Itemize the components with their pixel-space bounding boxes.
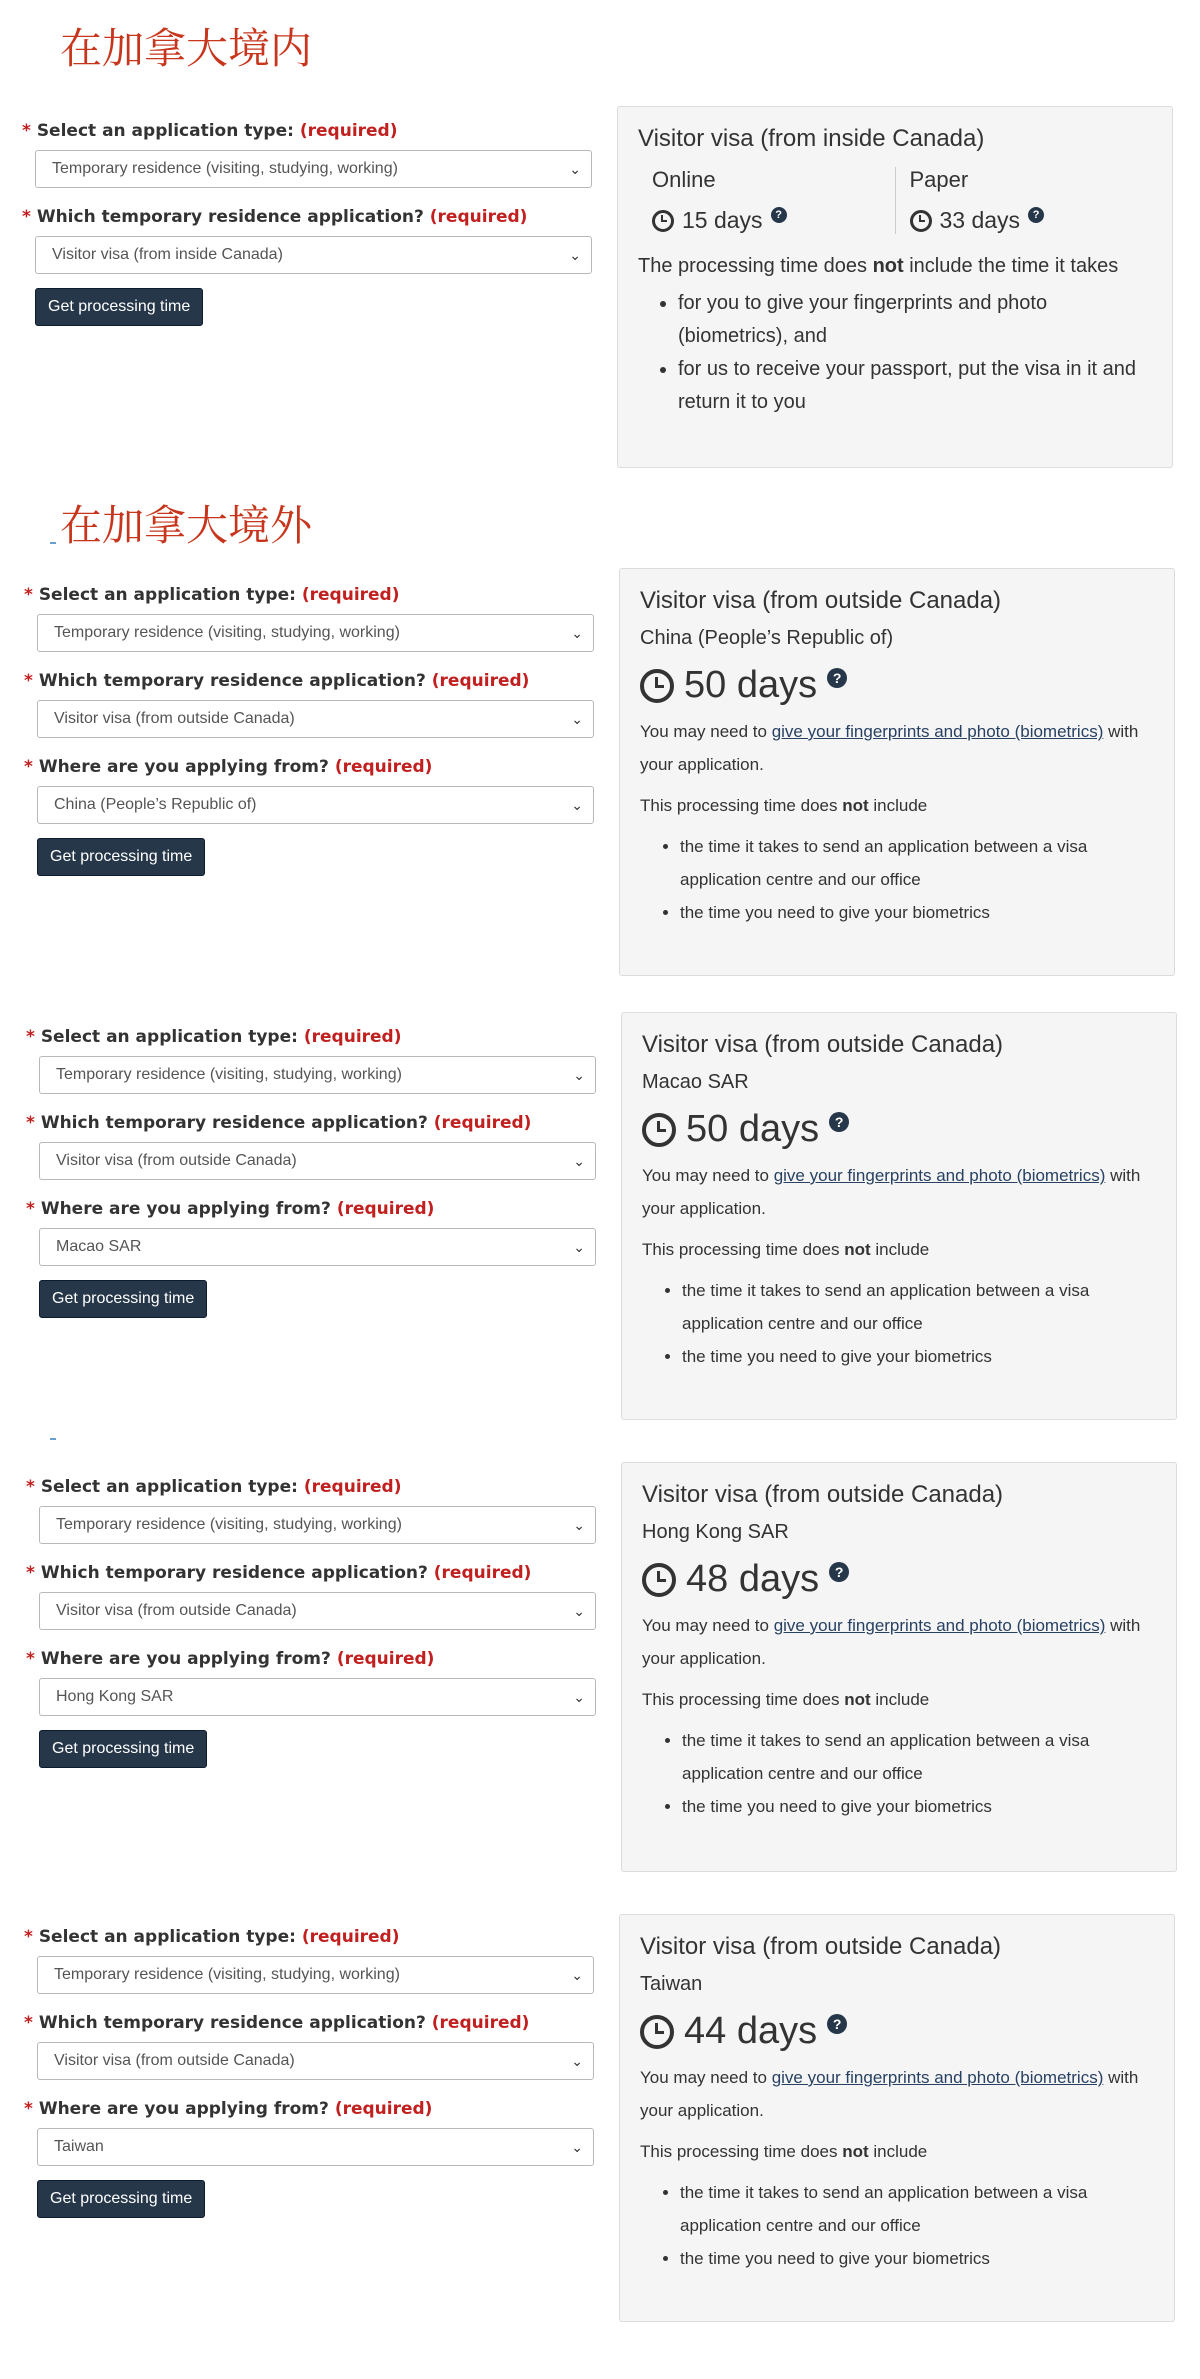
biometrics-note: You may need to give your fingerprints and photo (biometrics) with your application. bbox=[640, 2068, 1139, 2120]
country-select[interactable]: China (People’s Republic of) ⌄ bbox=[37, 786, 594, 824]
clock-icon bbox=[642, 1113, 676, 1147]
list-item: • the time you need to give your biometrics bbox=[680, 2242, 1154, 2275]
app-type-label: * Select an application type: (required) bbox=[24, 585, 400, 605]
chevron-down-icon: ⌄ bbox=[573, 1239, 585, 1255]
country-select[interactable]: Taiwan ⌄ bbox=[37, 2128, 594, 2166]
app-type-label: * Select an application type: (required) bbox=[22, 121, 398, 141]
heading-inside-canada: 在加拿大境内 bbox=[60, 24, 313, 73]
biometrics-link[interactable]: give your fingerprints and photo (biometrics) bbox=[773, 1616, 1106, 1635]
applying-from-label: * Where are you applying from? (required) bbox=[24, 2099, 433, 2119]
help-icon[interactable]: ? bbox=[829, 1112, 849, 1132]
result-panel-china bbox=[619, 568, 1175, 976]
app-type-label: * Select an application type: (required) bbox=[24, 1927, 400, 1947]
processing-time: 44 days bbox=[684, 2010, 818, 2052]
country-select[interactable]: Hong Kong SAR ⌄ bbox=[39, 1678, 596, 1716]
temp-res-select[interactable]: Visitor visa (from outside Canada) ⌄ bbox=[37, 700, 594, 738]
get-processing-time-button[interactable]: Get processing time bbox=[39, 1280, 207, 1318]
paper-time: 33 days bbox=[939, 207, 1021, 233]
clock-icon bbox=[642, 1563, 676, 1597]
help-icon[interactable]: ? bbox=[827, 2014, 847, 2034]
region-name: Macao SAR bbox=[642, 1071, 749, 1093]
processing-time: 50 days bbox=[686, 1108, 820, 1150]
panel-title: Visitor visa (from inside Canada) bbox=[638, 125, 985, 152]
result-panel-taiwan bbox=[619, 1914, 1175, 2322]
list-item: • for you to give your fingerprints and photo (biometrics), and bbox=[678, 287, 1152, 353]
list-item: • the time you need to give your biometrics bbox=[682, 1790, 1156, 1823]
clock-icon bbox=[910, 210, 932, 232]
exclusion-list bbox=[678, 287, 1152, 419]
exclusion-list bbox=[682, 1724, 1156, 1823]
temp-res-label: * Which temporary residence application? (required) bbox=[26, 1113, 532, 1133]
clock-icon bbox=[640, 669, 674, 703]
app-type-label: * Select an application type: (required) bbox=[26, 1477, 402, 1497]
chevron-down-icon: ⌄ bbox=[571, 797, 583, 813]
applying-from-label: * Where are you applying from? (required) bbox=[26, 1649, 435, 1669]
chevron-down-icon: ⌄ bbox=[569, 247, 581, 263]
help-icon[interactable]: ? bbox=[771, 207, 787, 223]
chevron-down-icon: ⌄ bbox=[571, 2139, 583, 2155]
divider-mark bbox=[50, 542, 56, 544]
online-column bbox=[638, 167, 895, 234]
processing-note: This processing time does not include bbox=[642, 1240, 930, 1259]
list-item: • the time you need to give your biometrics bbox=[680, 896, 1154, 929]
result-panel-macao bbox=[621, 1012, 1177, 1420]
online-time: 15 days bbox=[682, 207, 763, 233]
get-processing-time-button[interactable]: Get processing time bbox=[37, 2180, 205, 2218]
paper-column bbox=[895, 167, 1153, 234]
processing-time: 50 days bbox=[684, 664, 818, 706]
exclusion-list bbox=[682, 1274, 1156, 1373]
chevron-down-icon: ⌄ bbox=[571, 2053, 583, 2069]
app-type-select[interactable]: Temporary residence (visiting, studying, working) ⌄ bbox=[35, 150, 592, 188]
paper-label: Paper bbox=[909, 167, 969, 192]
processing-note: This processing time does not include bbox=[640, 2142, 928, 2161]
help-icon[interactable]: ? bbox=[827, 668, 847, 688]
temp-res-label: * Which temporary residence application? (required) bbox=[24, 2013, 530, 2033]
chevron-down-icon: ⌄ bbox=[573, 1689, 585, 1705]
processing-note: The processing time does not include the time it takes bbox=[638, 255, 1119, 277]
temp-res-label: * Which temporary residence application? (required) bbox=[22, 207, 528, 227]
biometrics-note: You may need to give your fingerprints and photo (biometrics) with your application. bbox=[642, 1166, 1141, 1218]
processing-note: This processing time does not include bbox=[642, 1690, 930, 1709]
temp-res-select[interactable]: Visitor visa (from outside Canada) ⌄ bbox=[39, 1592, 596, 1630]
list-item: • the time it takes to send an application between a visa application centre and our office bbox=[680, 2176, 1154, 2242]
form-outside-macao bbox=[26, 1026, 586, 1318]
temp-res-select[interactable]: Visitor visa (from outside Canada) ⌄ bbox=[37, 2042, 594, 2080]
app-type-label: * Select an application type: (required) bbox=[26, 1027, 402, 1047]
panel-title: Visitor visa (from outside Canada) bbox=[642, 1481, 1004, 1508]
app-type-select[interactable]: Temporary residence (visiting, studying, working) ⌄ bbox=[39, 1506, 596, 1544]
temp-res-label: * Which temporary residence application? (required) bbox=[24, 671, 530, 691]
region-name: China (People’s Republic of) bbox=[640, 627, 894, 649]
get-processing-time-button[interactable]: Get processing time bbox=[37, 838, 205, 876]
chevron-down-icon: ⌄ bbox=[573, 1517, 585, 1533]
chevron-down-icon: ⌄ bbox=[573, 1067, 585, 1083]
country-select[interactable]: Macao SAR ⌄ bbox=[39, 1228, 596, 1266]
clock-icon bbox=[652, 210, 674, 232]
region-name: Taiwan bbox=[640, 1973, 703, 1995]
chevron-down-icon: ⌄ bbox=[571, 711, 583, 727]
processing-note: This processing time does not include bbox=[640, 796, 928, 815]
chevron-down-icon: ⌄ bbox=[571, 625, 583, 641]
applying-from-label: * Where are you applying from? (required) bbox=[24, 757, 433, 777]
online-label: Online bbox=[652, 167, 716, 192]
list-item: • the time it takes to send an application between a visa application centre and our office bbox=[682, 1274, 1156, 1340]
list-item: • for us to receive your passport, put the visa in it and return it to you bbox=[678, 353, 1152, 419]
form-outside-taiwan bbox=[24, 1926, 584, 2218]
processing-time: 48 days bbox=[686, 1558, 820, 1600]
chevron-down-icon: ⌄ bbox=[573, 1153, 585, 1169]
exclusion-list bbox=[680, 830, 1154, 929]
temp-res-select[interactable]: Visitor visa (from outside Canada) ⌄ bbox=[39, 1142, 596, 1180]
app-type-select[interactable]: Temporary residence (visiting, studying, working) ⌄ bbox=[39, 1056, 596, 1094]
biometrics-link[interactable]: give your fingerprints and photo (biometrics) bbox=[771, 2068, 1104, 2087]
biometrics-link[interactable]: give your fingerprints and photo (biometrics) bbox=[771, 722, 1104, 741]
list-item: • the time you need to give your biometrics bbox=[682, 1340, 1156, 1373]
exclusion-list bbox=[680, 2176, 1154, 2275]
temp-res-select[interactable]: Visitor visa (from inside Canada) ⌄ bbox=[35, 236, 592, 274]
form-outside-hongkong bbox=[26, 1476, 586, 1768]
clock-icon bbox=[640, 2015, 674, 2049]
chevron-down-icon: ⌄ bbox=[571, 1967, 583, 1983]
panel-title: Visitor visa (from outside Canada) bbox=[642, 1031, 1004, 1058]
region-name: Hong Kong SAR bbox=[642, 1521, 789, 1543]
get-processing-time-button[interactable]: Get processing time bbox=[35, 288, 203, 326]
heading-outside-canada: 在加拿大境外 bbox=[60, 501, 313, 550]
panel-title: Visitor visa (from outside Canada) bbox=[640, 587, 1002, 614]
result-panel-hongkong bbox=[621, 1462, 1177, 1872]
form-outside-china bbox=[24, 584, 584, 876]
list-item: • the time it takes to send an application between a visa application centre and our office bbox=[680, 830, 1154, 896]
list-item: • the time it takes to send an application between a visa application centre and our office bbox=[682, 1724, 1156, 1790]
biometrics-note: You may need to give your fingerprints and photo (biometrics) with your application. bbox=[642, 1616, 1141, 1668]
result-panel-inside bbox=[617, 106, 1173, 468]
chevron-down-icon: ⌄ bbox=[569, 161, 581, 177]
applying-from-label: * Where are you applying from? (required) bbox=[26, 1199, 435, 1219]
help-icon[interactable]: ? bbox=[1028, 207, 1044, 223]
app-type-select[interactable]: Temporary residence (visiting, studying, working) ⌄ bbox=[37, 1956, 594, 1994]
biometrics-note: You may need to give your fingerprints and photo (biometrics) with your application. bbox=[640, 722, 1139, 774]
temp-res-label: * Which temporary residence application? (required) bbox=[26, 1563, 532, 1583]
form-inside bbox=[22, 120, 582, 326]
app-type-select[interactable]: Temporary residence (visiting, studying, working) ⌄ bbox=[37, 614, 594, 652]
panel-title: Visitor visa (from outside Canada) bbox=[640, 1933, 1002, 1960]
divider-mark bbox=[50, 1438, 56, 1440]
chevron-down-icon: ⌄ bbox=[573, 1603, 585, 1619]
help-icon[interactable]: ? bbox=[829, 1562, 849, 1582]
biometrics-link[interactable]: give your fingerprints and photo (biometrics) bbox=[773, 1166, 1106, 1185]
get-processing-time-button[interactable]: Get processing time bbox=[39, 1730, 207, 1768]
